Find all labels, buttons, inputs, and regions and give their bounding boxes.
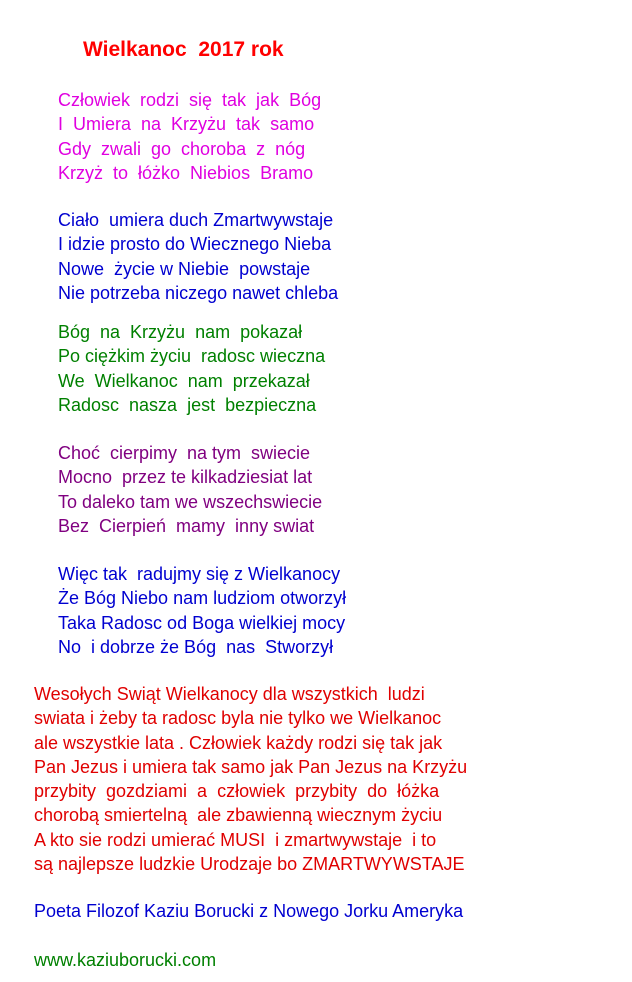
stanza-line: Radosc nasza jest bezpieczna xyxy=(58,394,317,415)
stanza-2 xyxy=(58,208,338,305)
greeting-line: swiata i żeby ta radosc byla nie tylko we Wielkanoc xyxy=(34,708,442,729)
stanza-line: Gdy zwali go choroba z nóg xyxy=(58,138,306,159)
stanza-line: Choć cierpimy na tym swiecie xyxy=(58,443,311,463)
stanza-line: Po ciężkim życiu radosc wieczna xyxy=(58,346,326,367)
easter-greeting-paragraph xyxy=(34,682,467,876)
stanza-line: Nowe życie w Niebie powstaje xyxy=(58,258,311,279)
greeting-line: są najlepsze ludzkie Urodzaje bo ZMARTWYWSTAJE xyxy=(34,854,465,875)
stanza-line: Człowiek rodzi się tak jak Bóg xyxy=(58,90,322,110)
greeting-line: Wesołych Swiąt Wielkanocy dla wszystkich ludzi xyxy=(34,684,425,704)
stanza-4 xyxy=(58,441,322,538)
stanza-line: I idzie prosto do Wiecznego Nieba xyxy=(58,234,332,255)
greeting-line: chorobą smiertelną ale zbawienną wiecznym życiu xyxy=(34,805,443,826)
stanza-line: Bez Cierpień mamy inny swiat xyxy=(58,515,315,536)
stanza-line: Krzyż to łóżko Niebios Bramo xyxy=(58,162,314,183)
author-website-link[interactable]: www.kaziuborucki.com xyxy=(34,950,217,970)
greeting-line: Pan Jezus i umiera tak samo jak Pan Jezus na Krzyżu xyxy=(34,756,468,777)
author-signature: Poeta Filozof Kaziu Borucki z Nowego Jorku Ameryka xyxy=(34,901,464,921)
stanza-line: Ciało umiera duch Zmartwywstaje xyxy=(58,210,334,230)
stanza-line: Nie potrzeba niczego nawet chleba xyxy=(58,282,339,303)
stanza-3 xyxy=(58,320,325,417)
stanza-line: I Umiera na Krzyżu tak samo xyxy=(58,114,315,135)
stanza-line: Więc tak radujmy się z Wielkanocy xyxy=(58,564,341,584)
stanza-line: Bóg na Krzyżu nam pokazał xyxy=(58,322,303,342)
stanza-line: Mocno przez te kilkadziesiat lat xyxy=(58,467,313,488)
stanza-line: Taka Radosc od Boga wielkiej mocy xyxy=(58,612,346,633)
stanza-line: To daleko tam we wszechswiecie xyxy=(58,491,323,512)
stanza-5 xyxy=(58,562,346,659)
stanza-line: No i dobrze że Bóg nas Stworzył xyxy=(58,636,334,657)
poem-title: Wielkanoc 2017 rok xyxy=(83,38,284,61)
stanza-1 xyxy=(58,88,321,185)
greeting-line: przybity gozdziami a człowiek przybity do łóżka xyxy=(34,781,440,802)
stanza-line: Że Bóg Niebo nam ludziom otworzył xyxy=(58,588,347,609)
greeting-line: A kto sie rodzi umierać MUSI i zmartwywstaje i to xyxy=(34,829,437,850)
greeting-line: ale wszystkie lata . Człowiek każdy rodzi się tak jak xyxy=(34,732,443,753)
stanza-line: We Wielkanoc nam przekazał xyxy=(58,370,310,391)
